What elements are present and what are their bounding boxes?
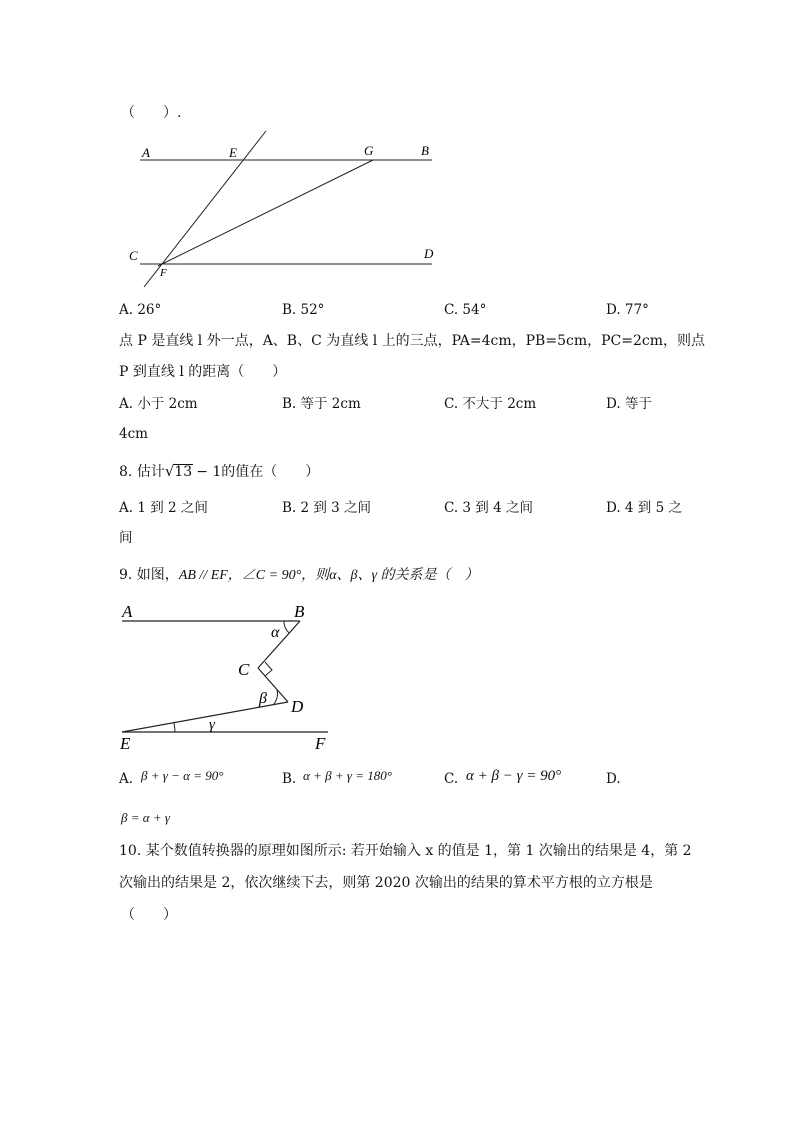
fig9-label-D: D [291, 697, 304, 716]
q9-option-d-formula: β = α + γ [121, 810, 170, 825]
q7-option-b[interactable]: B. 等于 2cm [282, 396, 361, 412]
q7-stem-line2: P 到直线 l 的距离（ ） [119, 364, 287, 380]
q10-stem-line2: 次输出的结果是 2，依次继续下去，则第 2020 次输出的结果的算术平方根的立方根是 [119, 875, 653, 891]
q7-option-d[interactable]: D. 等于 [606, 396, 652, 412]
q8-option-b[interactable]: B. 2 到 3 之间 [282, 500, 372, 516]
label-F: F [160, 267, 167, 279]
q8-option-c[interactable]: C. 3 到 4 之间 [444, 500, 533, 516]
q9-option-b-formula: α + β + γ = 180° [303, 768, 392, 783]
label-D: D [424, 246, 434, 261]
q9-option-c-formula: α + β − γ = 90° [466, 768, 562, 784]
fig9-label-F: F [315, 734, 326, 753]
fig9-label-beta: β [259, 690, 267, 707]
answer-paren: （ ）. [121, 105, 182, 121]
q6-option-a[interactable]: A. 26° [119, 302, 162, 318]
q8-stem: 8. 估计√13 − 1的值在（ ） [119, 462, 320, 480]
q10-answer-paren: （ ） [121, 907, 177, 923]
label-G: G [364, 143, 374, 158]
fig9-label-B: B [294, 602, 305, 621]
q6-option-c[interactable]: C. 54° [444, 302, 487, 318]
fig9-label-E: E [120, 734, 131, 753]
q6-option-b[interactable]: B. 52° [282, 302, 325, 318]
q8-radicand: 13 [174, 464, 193, 480]
q8-option-d-wrap: 间 [119, 530, 133, 546]
q7-option-d-wrap: 4cm [119, 426, 148, 442]
label-C: C [129, 248, 138, 263]
label-B: B [421, 143, 429, 158]
q9-option-b-label[interactable]: B. [282, 771, 297, 787]
fig9-label-A: A [122, 602, 133, 621]
q9-option-c-label[interactable]: C. [444, 771, 459, 787]
q9-option-a-formula: β + γ − α = 90° [141, 768, 224, 783]
q8-option-a[interactable]: A. 1 到 2 之间 [119, 500, 208, 516]
q7-option-a[interactable]: A. 小于 2cm [119, 396, 198, 412]
q10-stem-line1: 10. 某个数值转换器的原理如图所示: 若开始输入 x 的值是 1，第 1 次输出的结果是 4，第 2 [119, 843, 692, 859]
label-E: E [229, 145, 237, 160]
q9-option-a-label[interactable]: A. [119, 771, 134, 787]
fig9-label-alpha: α [271, 624, 280, 641]
q7-stem-line1: 点 P 是直线 l 外一点，A、B、C 为直线 l 上的三点，PA=4cm，PB=5cm，PC=2cm，则点 [119, 333, 705, 349]
fig9-label-gamma: γ [209, 717, 215, 733]
q8-option-d[interactable]: D. 4 到 5 之 [606, 500, 682, 516]
q9-stem: 9. 如图，AB // EF，∠C = 90°，则α、β、γ 的关系是（ ） [119, 567, 479, 583]
label-A: A [142, 145, 150, 160]
q9-option-d-label[interactable]: D. [606, 771, 621, 787]
q7-option-c[interactable]: C. 不大于 2cm [444, 396, 537, 412]
q6-option-d[interactable]: D. 77° [606, 302, 649, 318]
fig9-label-C: C [238, 660, 250, 679]
